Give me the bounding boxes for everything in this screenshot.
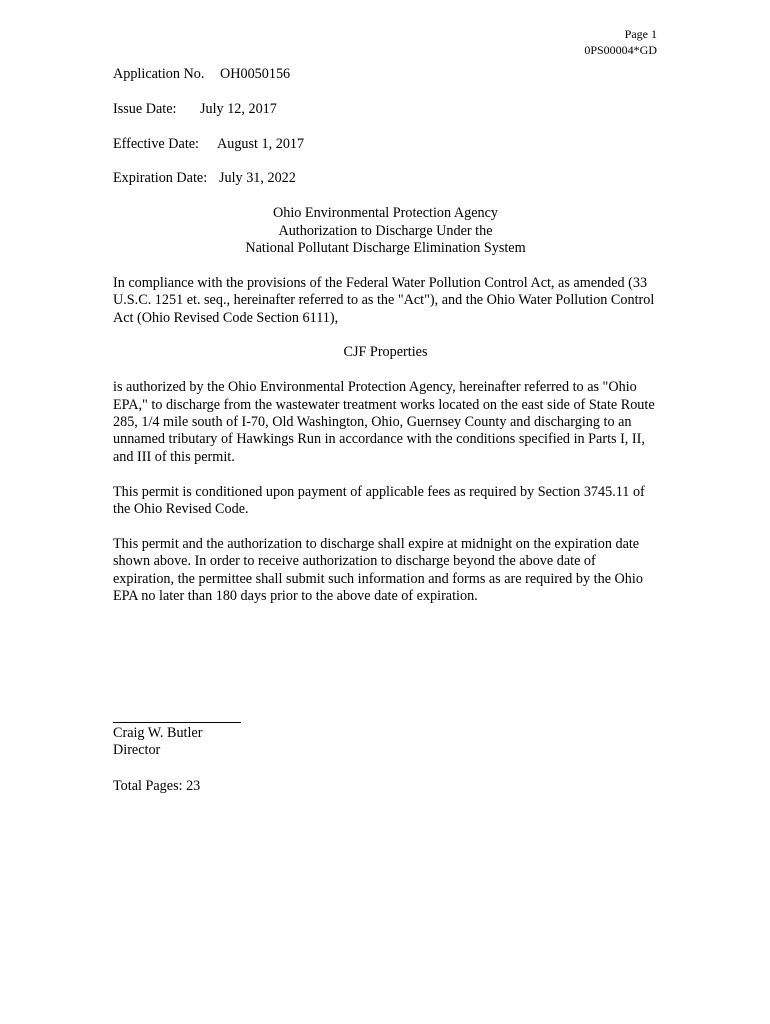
issue-date-label: Issue Date: — [113, 100, 177, 117]
page-header — [584, 26, 657, 58]
application-number-value: OH0050156 — [220, 66, 291, 82]
authorization-heading: Authorization to Discharge Under the — [278, 222, 493, 239]
agency-name: Ohio Environmental Protection Agency — [273, 205, 498, 222]
permittee-name: CJF Properties — [343, 344, 428, 361]
issue-date-line — [113, 101, 658, 118]
effective-date-value: August 1, 2017 — [217, 135, 305, 152]
application-number-label: Application No. — [113, 66, 205, 82]
issue-date-value: July 12, 2017 — [200, 100, 277, 117]
authorization-paragraph: is authorized by the Ohio Environmental Protection Agency, hereinafter referred to as "Ohio EPA," to discharge from the wastewater treatment works located on the east side of State Route 285, 1/4 mile south of I-70, Old Washington, Ohio, Guernsey County and discharging to an unnamed tributary of Hawkings Run in accordance with the conditions specified in Parts I, II, and III of this permit. — [113, 379, 655, 465]
signature-line — [113, 722, 241, 723]
expiration-date-value: July 31, 2022 — [219, 170, 296, 187]
page-number: Page 1 — [624, 27, 657, 41]
document-body — [113, 66, 658, 623]
expiration-date-label: Expiration Date: — [113, 170, 208, 187]
effective-date-label: Effective Date: — [113, 135, 199, 152]
application-number-line — [113, 66, 658, 83]
signer-name: Craig W. Butler — [113, 725, 203, 741]
expiration-date-line — [113, 170, 658, 187]
document-code: 0PS00004*GD — [584, 43, 657, 57]
signer-title: Director — [113, 742, 161, 759]
signature-block — [113, 706, 413, 760]
effective-date-line — [113, 136, 658, 153]
total-pages: Total Pages: 23 — [113, 778, 201, 794]
permit-title — [113, 205, 658, 257]
fees-paragraph: This permit is conditioned upon payment of applicable fees as required by Section 3745.11 of the Ohio Revised Code. — [113, 483, 645, 518]
expiration-paragraph: This permit and the authorization to discharge shall expire at midnight on the expiration date shown above. In order to receive authorization to discharge beyond the above date of expiration, the permittee shall submit such information and forms as are required by the Ohio EPA no later than 180 days prior to the above date of expiration. — [113, 535, 643, 605]
npdes-heading: National Pollutant Discharge Elimination System — [245, 240, 526, 256]
compliance-paragraph: In compliance with the provisions of the Federal Water Pollution Control Act, as amended (33 U.S.C. 1251 et. seq., hereinafter referred to as the "Act"), and the Ohio Water Pollution Control Act (Ohio Revised Code Section 6111), — [113, 274, 655, 326]
